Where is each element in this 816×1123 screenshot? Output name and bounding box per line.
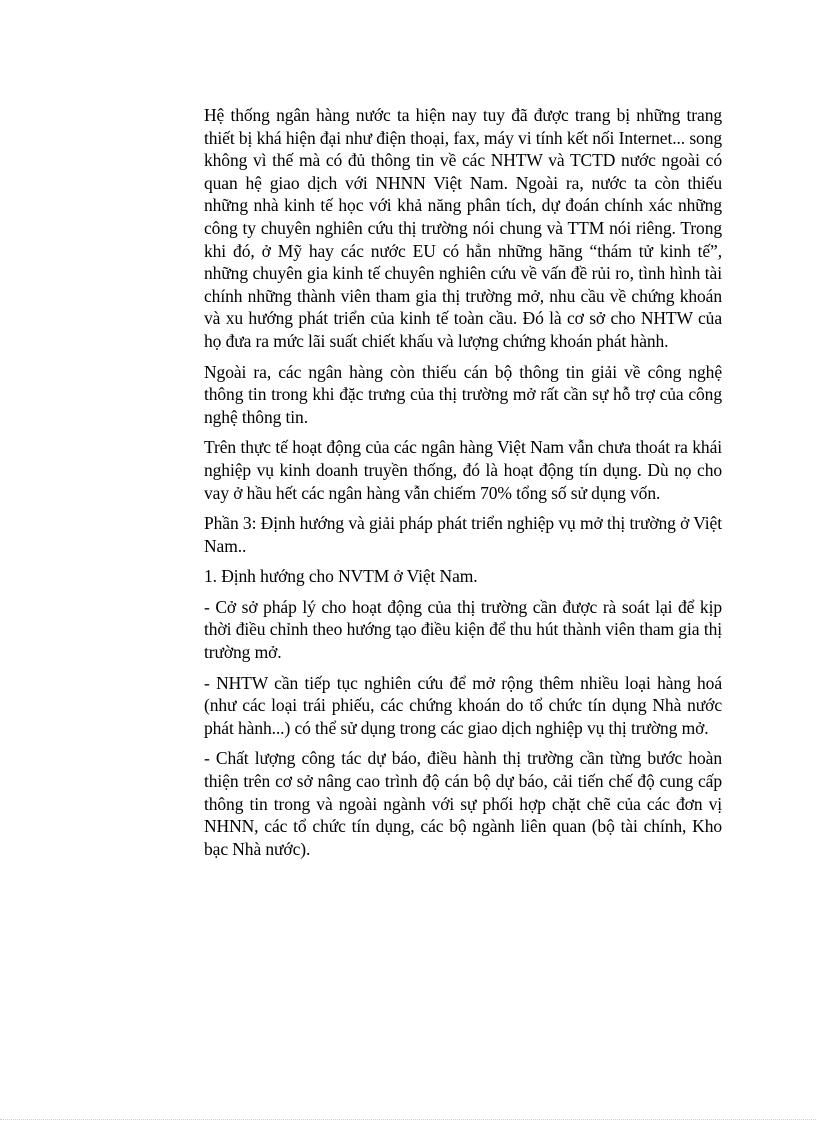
paragraph-it-staff: Ngoài ra, các ngân hàng còn thiếu cán bộ thông tin giải về công nghệ thông tin trong khi đặc trưng của thị trường mở rất cần sự hỗ trợ của công nghệ thông tin. — [204, 361, 722, 427]
paragraph-credit-activity: Trên thực tế hoạt động của các ngân hàng Việt Nam vẫn chưa thoát ra khái nghiệp vụ kinh doanh truyền thống, đó là hoạt động tín dụng. Dù nọ cho vay ở hầu hết các ngân hàng vẫn chiếm 70% tổng số sử dụng vốn. — [204, 437, 722, 503]
bullet-legal-basis: - Cở sở pháp lý cho hoạt động của thị trường cần được rà soát lại để kịp thời điều chỉnh theo hướng tạo điều kiện để thu hút thành viên tham gia thị trường mở. — [204, 596, 722, 663]
bullet-expand-instruments: - NHTW cần tiếp tục nghiên cứu để mở rộng thêm nhiều loại hàng hoá (như các loại trái phiếu, các chứng khoán do tổ chức tín dụng Nhà nước phát hành...) có thể sử dụng trong các giao dịch nghiệp vụ thị trường mở. — [204, 672, 722, 738]
paragraph-information-gap: Hệ thống ngân hàng nước ta hiện nay tuy đã được trang bị những trang thiết bị khá hiện đại như điện thoại, fax, máy vi tính kết nối Internet... song không vì thế mà có đủ thông tin về các NHTW và TCTD nước ngoài có quan hệ giao dịch với NHNN Việt Nam. Ngoài ra, nước ta còn thiếu những nhà kinh tế học với khả năng phân tích, dự đoán chính xác những công ty chuyên nghiên cứu thị trường nói chung và TTM nói riêng. Trong khi đó, ở Mỹ hay các nước EU có hẳn những hãng “thám tử kinh tế”, những chuyên gia kinh tế chuyên nghiên cứu về vấn đề rủi ro, tình hình tài chính những thành viên tham gia thị trường mở, nhu cầu về chứng khoán và xu hướng phát triển của kinh tế toàn cầu. Đó là cơ sở cho NHTW của họ đưa ra mức lãi suất chiết khấu và lượng chứng khoán phát hành. — [204, 105, 722, 351]
subsection-heading-orientation: 1. Định hướng cho NVTM ở Việt Nam. — [204, 566, 478, 587]
document-body — [204, 104, 722, 868]
section-heading-part-3: Phần 3: Định hướng và giải pháp phát triển nghiệp vụ mở thị trường ở Việt Nam.. — [204, 513, 722, 556]
bullet-forecast-quality: - Chất lượng công tác dự báo, điều hành thị trường cần từng bước hoàn thiện trên cơ sở nâng cao trình độ cán bộ dự báo, cải tiến chế độ cung cấp thông tin trong và ngoài ngành với sự phối hợp chặt chẽ của các đơn vị NHNN, các tổ chức tín dụng, các bộ ngành liên quan (bộ tài chính, Kho bạc Nhà nước). — [204, 748, 722, 859]
page-bottom-divider — [0, 1119, 816, 1120]
